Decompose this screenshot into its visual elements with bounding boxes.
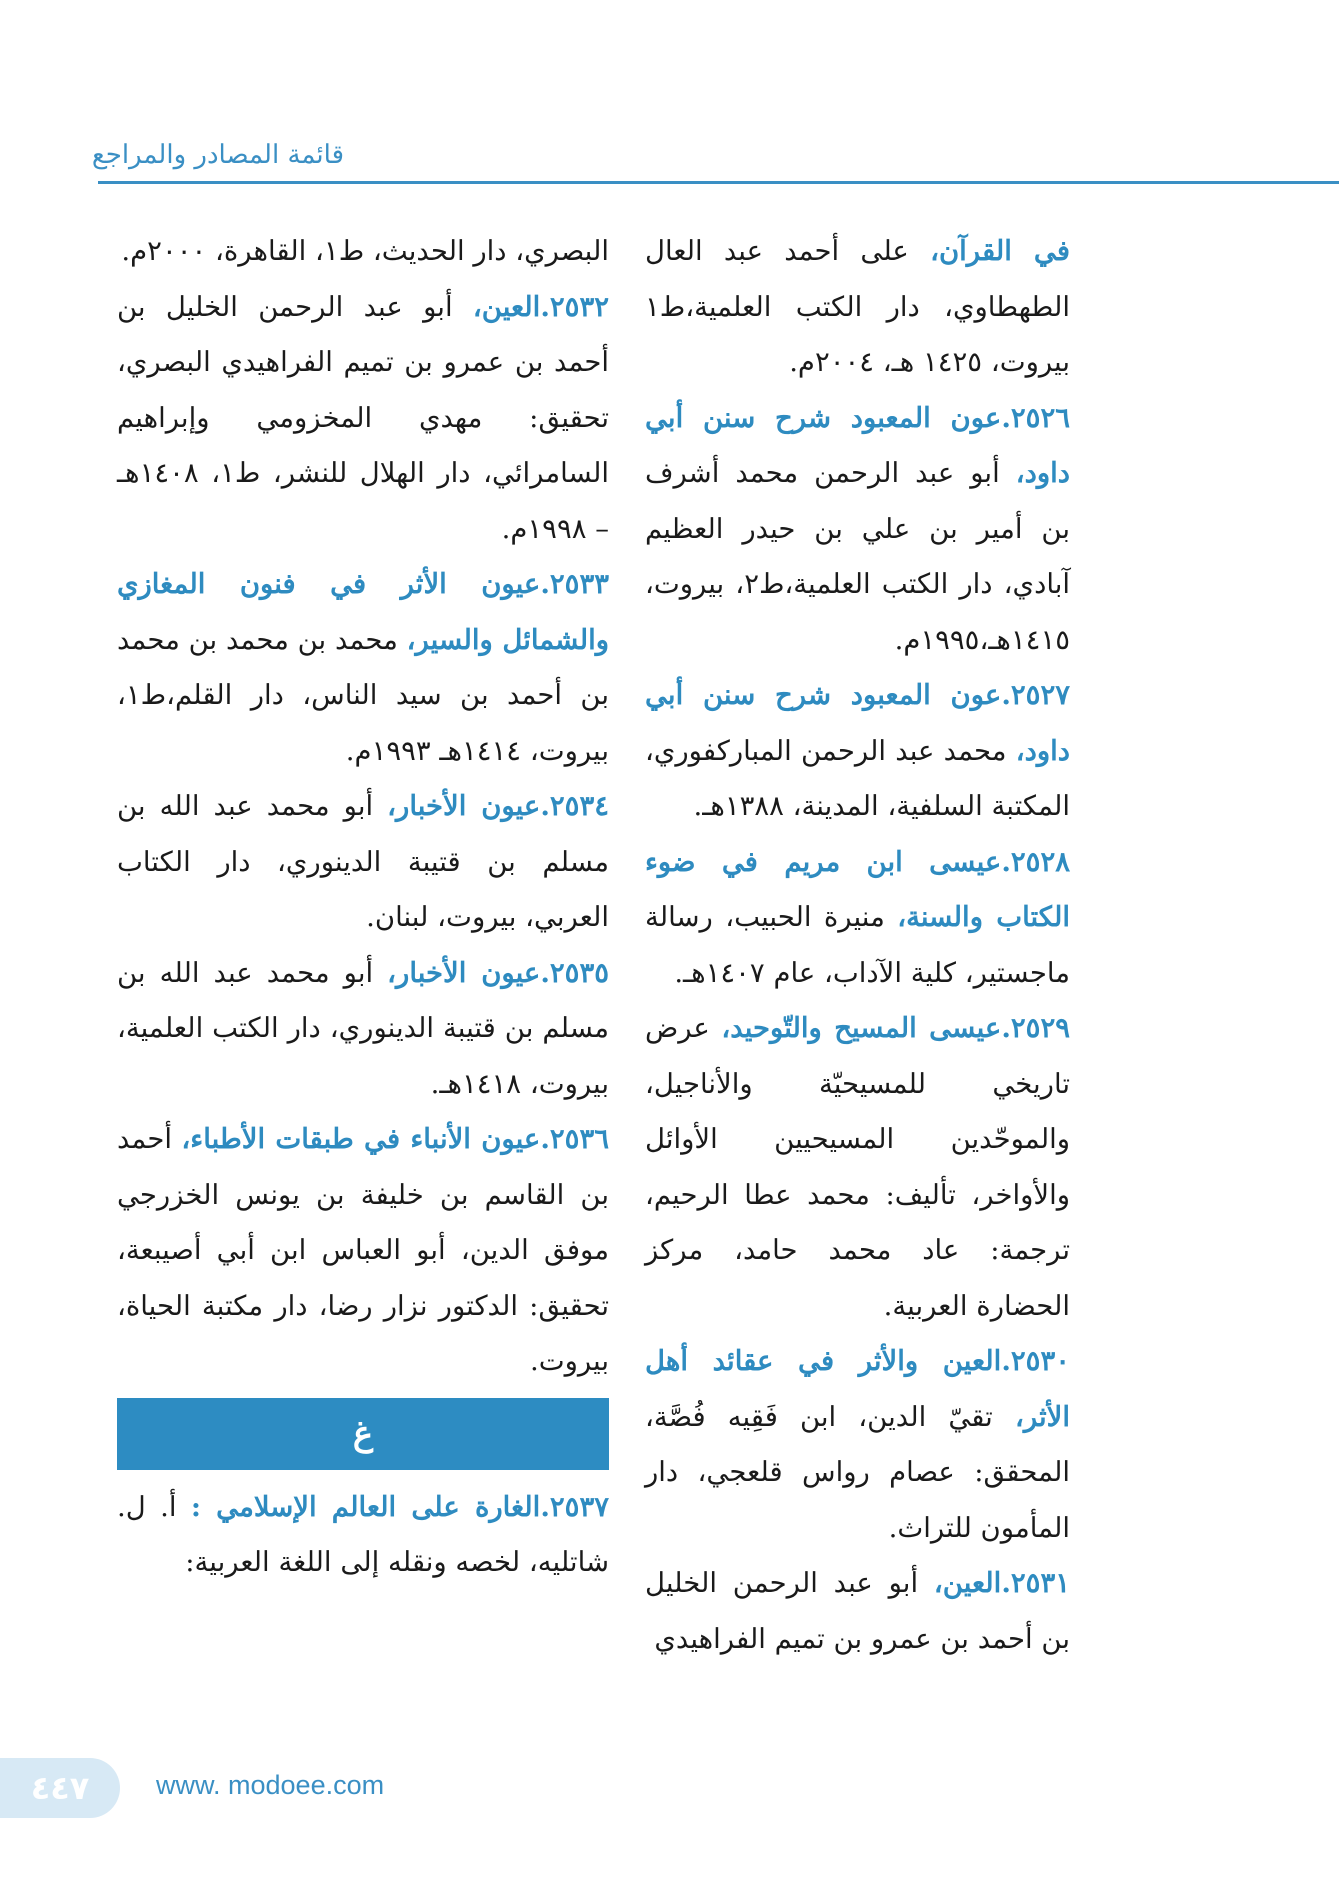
bibliography-entry-continued bbox=[117, 224, 609, 280]
entry-number: ٢٥٣٥. bbox=[540, 956, 609, 989]
bibliography-entry bbox=[117, 280, 609, 558]
entry-body: أحمد بن القاسم بن خليفة بن يونس الخزرجي موفق الدين، أبو العباس ابن أبي أصيبعة، تحقيق: الدكتور نزار رضا، دار مكتبة الحياة، بيروت. bbox=[117, 1123, 609, 1377]
entry-body: أبو محمد عبد الله بن مسلم بن قتيبة الدينوري، دار الكتاب العربي، بيروت، لبنان. bbox=[117, 790, 609, 933]
entry-title: العين، bbox=[472, 290, 541, 323]
bibliography-entry bbox=[117, 946, 609, 1113]
entry-number: ٢٥٣٢. bbox=[540, 290, 609, 323]
bibliography-entry bbox=[645, 668, 1070, 835]
entry-body: تقيّ الدين، ابن فَقِيه فُصَّة، المحقق: عصام رواس قلعجي، دار المأمون للتراث. bbox=[645, 1400, 1070, 1544]
entry-body: على أحمد عبد العال الطهطاوي، دار الكتب العلمية،ط١ بيروت، ١٤٢٥ هـ، ٢٠٠٤م. bbox=[645, 235, 1070, 378]
entry-title: الغارة على العالم الإسلامي : bbox=[190, 1490, 541, 1523]
entry-title: عيون الأثر في فنون المغازي والشمائل والسير، bbox=[117, 568, 610, 656]
section-letter-bar: غ bbox=[117, 1398, 609, 1470]
entry-title: عيسى ابن مريم في ضوء الكتاب والسنة، bbox=[645, 845, 1070, 933]
entry-title: العين والأثر في عقائد أهل الأثر، bbox=[645, 1345, 1070, 1433]
entry-number: ٢٥٣٠. bbox=[1001, 1345, 1070, 1377]
entry-number: ٢٥٣٣. bbox=[540, 568, 609, 600]
entry-title: عيسى المسيح والتّوحيد، bbox=[721, 1012, 1002, 1044]
entry-title: عيون الأخبار، bbox=[387, 956, 541, 989]
entry-number: ٢٥٣١. bbox=[1001, 1567, 1070, 1599]
entry-title: عيون الأنباء في طبقات الأطباء، bbox=[181, 1123, 541, 1155]
bibliography-entry bbox=[645, 1001, 1070, 1334]
entry-body: أبو عبد الرحمن الخليل بن أحمد بن عمرو بن تميم الفراهيدي البصري، تحقيق: مهدي المخزومي وإبراهيم السامرائي، دار الهلال للنشر، ط١، ١٤٠٨هـ – ١٩٩٨م. bbox=[117, 290, 609, 545]
bibliography-entry bbox=[645, 1556, 1070, 1667]
left-column bbox=[117, 224, 609, 1591]
entry-number: ٢٥٣٧. bbox=[540, 1490, 609, 1523]
bibliography-entry bbox=[117, 557, 609, 779]
entry-body: محمد عبد الرحمن المباركفوري، المكتبة السلفية، المدينة، ١٣٨٨هـ. bbox=[645, 734, 1070, 822]
entry-body: محمد بن محمد بن محمد بن أحمد بن سيد الناس، دار القلم،ط١، بيروت، ١٤١٤هـ ١٩٩٣م. bbox=[117, 623, 609, 767]
bibliography-entry bbox=[117, 1112, 609, 1390]
entry-body: منيرة الحبيب، رسالة ماجستير، كلية الآداب، عام ١٤٠٧هـ. bbox=[645, 901, 1070, 989]
entry-title: عون المعبود شرح سنن أبي داود، bbox=[645, 401, 1070, 489]
entry-number: ٢٥٣٤. bbox=[540, 790, 609, 822]
entry-title: عون المعبود شرح سنن أبي داود، bbox=[645, 679, 1070, 767]
bibliography-entry bbox=[645, 1334, 1070, 1556]
entry-body: البصري، دار الحديث، ط١، القاهرة، ٢٠٠٠م. bbox=[121, 235, 609, 267]
entry-body: أبو عبد الرحمن محمد أشرف بن أمير بن علي بن حيدر العظيم آبادي، دار الكتب العلمية،ط٢، بيروت، ١٤١٥هـ،١٩٩٥م. bbox=[645, 457, 1070, 656]
entry-title: العين، bbox=[933, 1567, 1002, 1599]
bibliography-entry bbox=[645, 391, 1070, 669]
bibliography-entry bbox=[117, 1480, 609, 1591]
entry-number: ٢٥٢٩. bbox=[1001, 1012, 1070, 1044]
entry-number: ٢٥٣٦. bbox=[540, 1123, 609, 1155]
website-url: www. modoee.com bbox=[156, 1770, 385, 1800]
entry-title: عيون الأخبار، bbox=[387, 790, 541, 822]
page-number-badge: ٤٤٧ bbox=[0, 1758, 120, 1818]
right-column bbox=[645, 224, 1070, 1667]
entry-body: أ. ل. شاتليه، لخصه ونقله إلى اللغة العربية: bbox=[117, 1490, 609, 1578]
page-header-title: قائمة المصادر والمراجع bbox=[91, 140, 344, 170]
entry-body: أبو عبد الرحمن الخليل بن أحمد بن عمرو بن تميم الفراهيدي bbox=[645, 1567, 1070, 1655]
bibliography-entry bbox=[645, 835, 1070, 1002]
entry-number: ٢٥٢٧. bbox=[1001, 679, 1070, 711]
header-divider bbox=[98, 181, 1339, 184]
bibliography-entry bbox=[117, 779, 609, 946]
entry-body: عرض تاريخي للمسيحيّة والأناجيل، والموحّدين المسيحيين الأوائل والأواخر، تأليف: محمد عطا الرحيم، ترجمة: عاد محمد حامد، مركز الحضارة العربية. bbox=[645, 1012, 1070, 1322]
bibliography-entry bbox=[645, 224, 1070, 391]
entry-number: ٢٥٢٨. bbox=[1001, 845, 1070, 878]
entry-number: ٢٥٢٦. bbox=[1001, 401, 1070, 434]
entry-title: في القرآن، bbox=[930, 235, 1070, 267]
entry-body: أبو محمد عبد الله بن مسلم بن قتيبة الدينوري، دار الكتب العلمية، بيروت، ١٤١٨هـ. bbox=[117, 956, 609, 1100]
